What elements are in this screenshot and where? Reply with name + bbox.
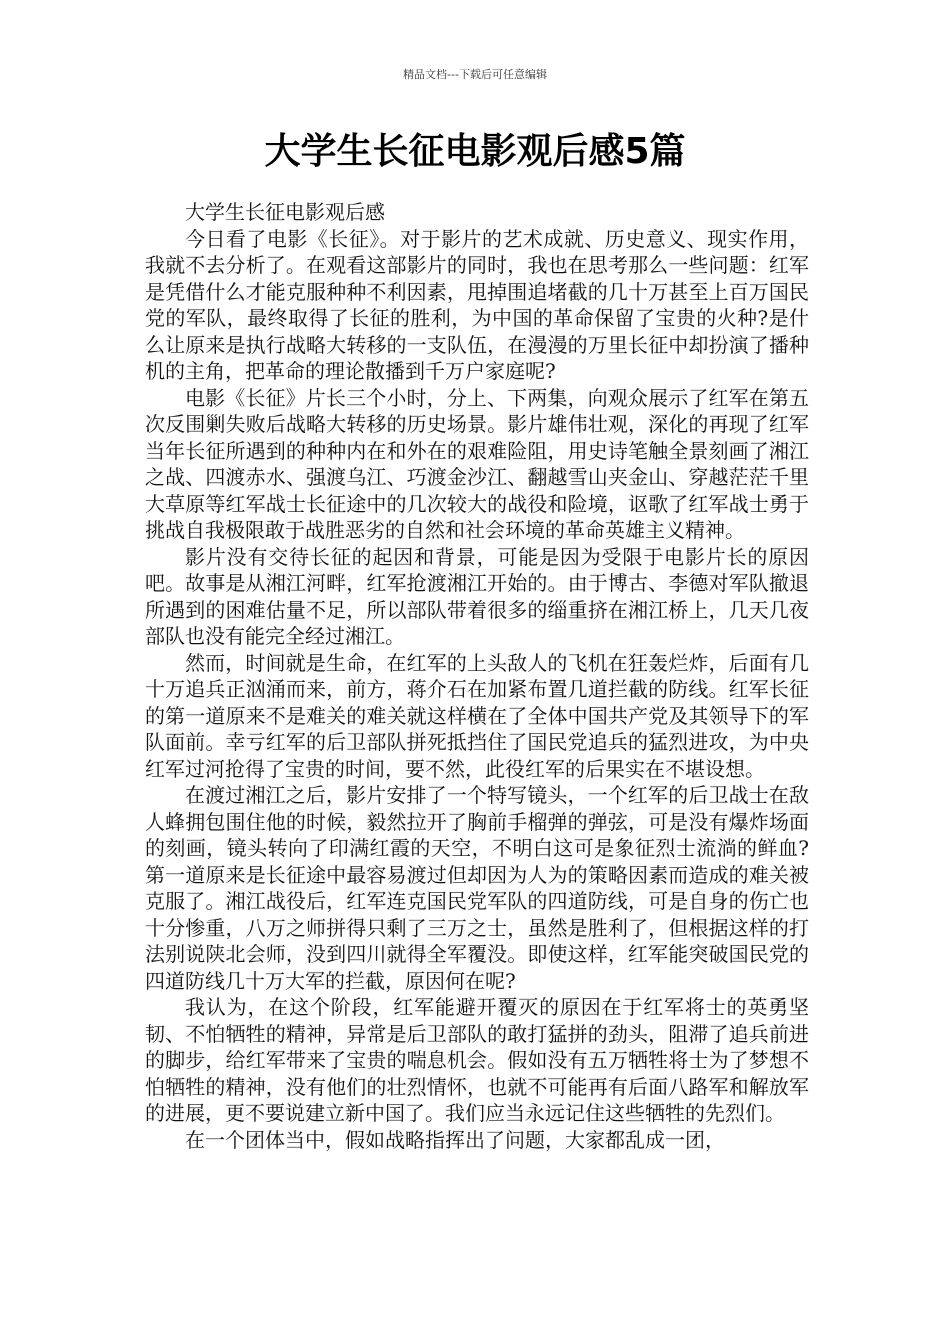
paragraph-subtitle: 大学生长征电影观后感 xyxy=(185,200,385,224)
paragraph: 然而，时间就是生命，在红军的上头敌人的飞机在狂轰烂炸，后面有几十万追兵正汹涌而来，前方，蒋介石在加紧布置几道拦截的防线。红军长征的第一道原来不是难关的难关就这样横在了全体中国共产党及其领导下的军队面前。幸亏红军的后卫部队拼死抵挡住了国民党追兵的猛烈进攻，为中央红军过河抢得了宝贵的时间，要不然，此役红军的后果实在不堪设想。 xyxy=(145,650,809,781)
paragraph: 今日看了电影《长征》。对于影片的艺术成就、历史意义、现实作用，我就不去分析了。在观看这部影片的同时，我也在思考那么一些问题：红军是凭借什么才能克服种种不利因素，甩掉围追堵截的几十万甚至上百万国民党的军队，最终取得了长征的胜利，为中国的革命保留了宝贵的火种?是什么让原来是执行战略大转移的一支队伍，在漫漫的万里长征中却扮演了播种机的主角，把革命的理论散播到千万户家庭呢? xyxy=(145,226,809,383)
paragraph: 在渡过湘江之后，影片安排了一个特写镜头，一个红军的后卫战士在敌人蜂拥包围住他的时候，毅然拉开了胸前手榴弹的弹弦，可是没有爆炸场面的刻画，镜头转向了印满红霞的天空，不明白这可是象征烈士流淌的鲜血?第一道原来是长征途中最容易渡过但却因为人为的策略因素而造成的难关被克服了。湘江战役后，红军连克国民党军队的四道防线，可是自身的伤亡也十分惨重，八万之师拼得只剩了三万之士，虽然是胜利了，但根据这样的打法别说陕北会师，没到四川就得全军覆没。即使这样，红军能突破国民党的四道防线几十万大军的拦截，原因何在呢? xyxy=(145,783,809,993)
paragraph: 在一个团体当中，假如战略指挥出了问题，大家都乱成一团， xyxy=(185,1127,725,1152)
document-title: 大学生长征电影观后感5篇 xyxy=(264,131,686,172)
header-note: 精品文档---下载后可任意编辑 xyxy=(403,68,547,81)
paragraph: 电影《长征》片长三个小时，分上、下两集，向观众展示了红军在第五次反围剿失败后战略大转移的历史场景。影片雄伟壮观，深化的再现了红军当年长征所遇到的种种内在和外在的艰难险阻，用史诗笔触全景刻画了湘江之战、四渡赤水、强渡乌江、巧渡金沙江、翻越雪山夹金山、穿越茫茫千里大草原等红军战士长征途中的几次较大的战役和险境，讴歌了红军战士勇于挑战自我极限敢于战胜恶劣的自然和社会环境的革命英雄主义精神。 xyxy=(145,385,809,542)
paragraph: 影片没有交待长征的起因和背景，可能是因为受限于电影片长的原因吧。故事是从湘江河畔，红军抢渡湘江开始的。由于博古、李德对军队撤退所遇到的困难估量不足，所以部队带着很多的缁重挤在湘江桥上，几天几夜部队也没有能完全经过湘江。 xyxy=(145,544,809,648)
paragraph: 我认为，在这个阶段，红军能避开覆灭的原因在于红军将士的英勇坚韧、不怕牺牲的精神，异常是后卫部队的敢打猛拼的劲头，阻滞了追兵前进的脚步，给红军带来了宝贵的喘息机会。假如没有五万牺牲将士为了梦想不怕牺牲的精神，没有他们的壮烈情怀，也就不可能再有后面八路军和解放军的进展，更不要说建立新中国了。我们应当永远记住这些牺牲的先烈们。 xyxy=(145,995,809,1125)
document-body xyxy=(145,199,809,1153)
